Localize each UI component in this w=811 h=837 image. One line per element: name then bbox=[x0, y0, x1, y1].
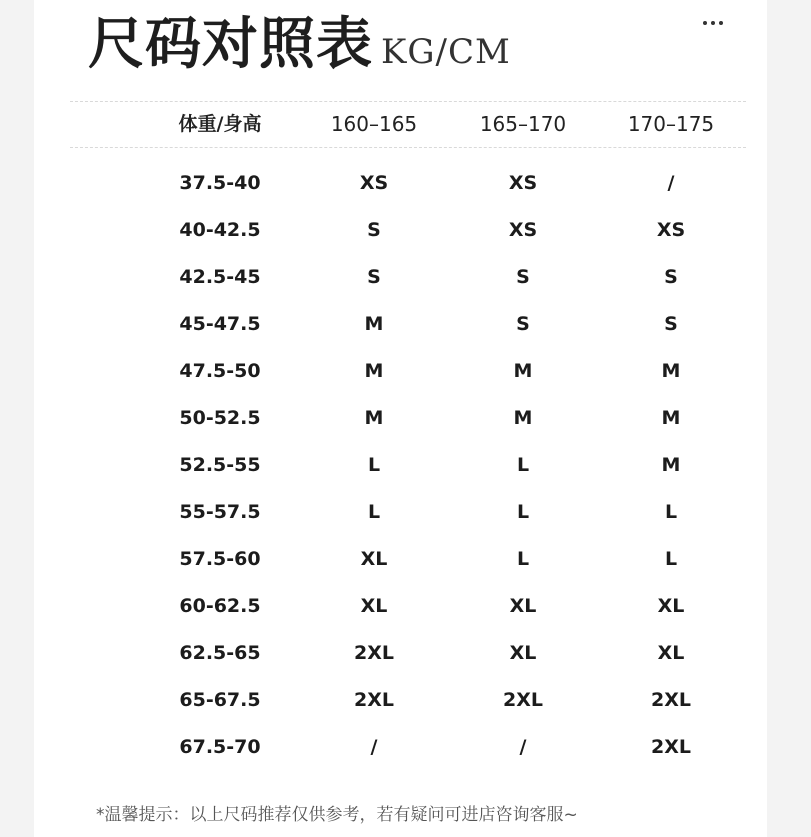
size-cell: S bbox=[367, 266, 381, 288]
table-row bbox=[70, 536, 746, 583]
table-header bbox=[70, 102, 746, 147]
size-cell: S bbox=[367, 219, 381, 241]
header-weight-height: 体重/身高 bbox=[178, 113, 262, 135]
size-cell: XL bbox=[509, 595, 537, 617]
size-cell: 2XL bbox=[354, 642, 394, 664]
size-cell: M bbox=[661, 360, 681, 382]
size-cell: / bbox=[370, 736, 378, 758]
size-cell: L bbox=[516, 548, 530, 570]
size-cell: M bbox=[513, 407, 533, 429]
table-row bbox=[70, 395, 746, 442]
table-row bbox=[70, 254, 746, 301]
header-height-170-175: 170–175 bbox=[627, 112, 715, 136]
table-row bbox=[70, 724, 746, 771]
table-row bbox=[70, 677, 746, 724]
weight-cell: 62.5-65 bbox=[179, 642, 261, 664]
weight-cell: 47.5-50 bbox=[179, 360, 261, 382]
size-cell: XS bbox=[359, 172, 389, 194]
table-row bbox=[70, 489, 746, 536]
table-row bbox=[70, 630, 746, 677]
size-cell: S bbox=[664, 266, 678, 288]
weight-cell: 52.5-55 bbox=[179, 454, 261, 476]
weight-cell: 67.5-70 bbox=[179, 736, 261, 758]
table-row bbox=[70, 583, 746, 630]
size-cell: L bbox=[516, 501, 530, 523]
header-height-160-165: 160–165 bbox=[330, 112, 418, 136]
size-cell: 2XL bbox=[354, 689, 394, 711]
title-unit: KG/CM bbox=[381, 32, 511, 72]
size-cell: / bbox=[519, 736, 527, 758]
table-row bbox=[70, 348, 746, 395]
footnote: *温馨提示：以上尺码推荐仅供参考，若有疑问可进店咨询客服~ bbox=[96, 805, 578, 825]
weight-cell: 50-52.5 bbox=[179, 407, 261, 429]
table-row bbox=[70, 207, 746, 254]
weight-cell: 60-62.5 bbox=[179, 595, 261, 617]
size-cell: S bbox=[516, 266, 530, 288]
weight-cell: 65-67.5 bbox=[179, 689, 261, 711]
size-cell: XS bbox=[656, 219, 686, 241]
dot bbox=[703, 21, 707, 25]
size-cell: 2XL bbox=[651, 689, 691, 711]
size-cell: L bbox=[367, 454, 381, 476]
size-cell: XL bbox=[360, 548, 388, 570]
size-cell: M bbox=[513, 360, 533, 382]
more-options-icon[interactable] bbox=[693, 8, 733, 38]
size-cell: L bbox=[664, 548, 678, 570]
table-row bbox=[70, 160, 746, 207]
size-cell: XS bbox=[508, 219, 538, 241]
header-height-165-170: 165–170 bbox=[479, 112, 567, 136]
size-cell: XL bbox=[509, 642, 537, 664]
weight-cell: 42.5-45 bbox=[179, 266, 261, 288]
title-main: 尺码对照表 bbox=[88, 12, 373, 77]
table-row bbox=[70, 442, 746, 489]
weight-cell: 37.5-40 bbox=[179, 172, 261, 194]
weight-cell: 55-57.5 bbox=[179, 501, 261, 523]
weight-cell: 57.5-60 bbox=[179, 548, 261, 570]
size-chart-page bbox=[34, 0, 767, 837]
size-cell: S bbox=[664, 313, 678, 335]
divider bbox=[70, 147, 746, 148]
size-cell: L bbox=[516, 454, 530, 476]
size-cell: M bbox=[364, 360, 384, 382]
size-cell: M bbox=[364, 407, 384, 429]
table-body bbox=[70, 160, 746, 771]
size-cell: L bbox=[367, 501, 381, 523]
size-cell: M bbox=[661, 454, 681, 476]
size-cell: XL bbox=[657, 642, 685, 664]
dot bbox=[719, 21, 723, 25]
table-row bbox=[70, 301, 746, 348]
size-cell: 2XL bbox=[503, 689, 543, 711]
size-cell: 2XL bbox=[651, 736, 691, 758]
size-cell: XL bbox=[657, 595, 685, 617]
weight-cell: 45-47.5 bbox=[179, 313, 261, 335]
weight-cell: 40-42.5 bbox=[179, 219, 261, 241]
size-cell: M bbox=[661, 407, 681, 429]
size-cell: M bbox=[364, 313, 384, 335]
size-cell: / bbox=[667, 172, 675, 194]
size-cell: XS bbox=[508, 172, 538, 194]
page-title bbox=[88, 10, 511, 80]
size-cell: XL bbox=[360, 595, 388, 617]
size-cell: S bbox=[516, 313, 530, 335]
size-cell: L bbox=[664, 501, 678, 523]
dot bbox=[711, 21, 715, 25]
